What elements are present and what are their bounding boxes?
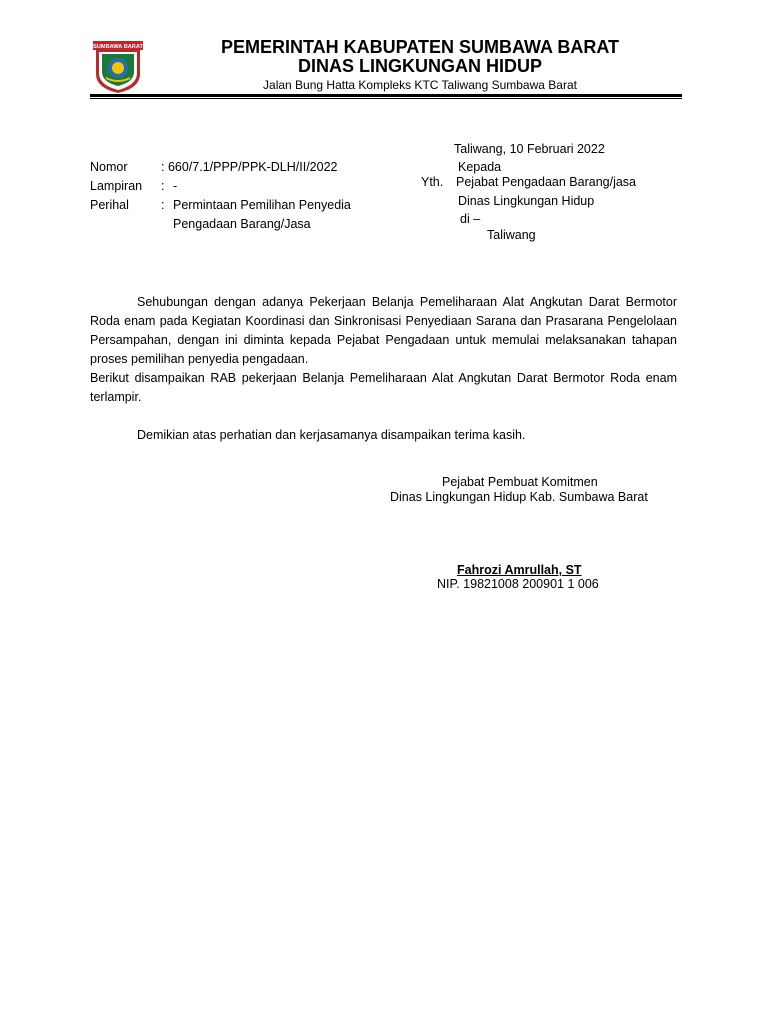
lampiran-colon: : xyxy=(161,179,165,193)
recipient-yth: Yth. xyxy=(421,175,444,189)
signatory-name: Fahrozi Amrullah, ST xyxy=(457,563,582,577)
header-rule-thick xyxy=(90,94,682,97)
logo-text: SUMBAWA BARAT xyxy=(93,44,143,50)
recipient-di: di – xyxy=(460,212,481,226)
header-rule-thin xyxy=(90,98,682,99)
lampiran-label: Lampiran xyxy=(90,179,143,193)
perihal-line1: Permintaan Pemilihan Penyedia xyxy=(173,198,351,212)
recipient-line2: Dinas Lingkungan Hidup xyxy=(458,194,595,208)
regency-logo xyxy=(92,40,144,94)
perihal-line2: Pengadaan Barang/Jasa xyxy=(173,217,311,231)
signatory-office: Dinas Lingkungan Hidup Kab. Sumbawa Barat xyxy=(390,490,648,504)
body-paragraph-1: Sehubungan dengan adanya Pekerjaan Belanja Pemeliharaan Alat Angkutan Darat Bermotor Roda enam pada Kegiatan Koordinasi dan Sinkronisasi Penyediaan Sarana dan Prasarana Pengelolaan Persampahan, dengan ini diminta kepada Pejabat Pengadaan untuk memulai melaksanakan tahapan proses pemilihan penyedia pengadaan. xyxy=(90,295,677,366)
letter-date: Taliwang, 10 Februari 2022 xyxy=(454,142,605,156)
header-government: PEMERINTAH KABUPATEN SUMBAWA BARAT xyxy=(221,37,619,57)
perihal-colon: : xyxy=(161,198,165,212)
recipient-place: Taliwang xyxy=(487,228,536,242)
signatory-nip: NIP. 19821008 200901 1 006 xyxy=(437,577,599,591)
lampiran-value: - xyxy=(173,179,178,193)
nomor-value: : 660/7.1/PPP/PPK-DLH/II/2022 xyxy=(161,160,338,174)
body-paragraph-2: Berikut disampaikan RAB pekerjaan Belanja Pemeliharaan Alat Angkutan Darat Bermotor Roda enam terlampir. xyxy=(90,371,677,404)
header-address: Jalan Bung Hatta Kompleks KTC Taliwang Sumbawa Barat xyxy=(263,78,577,92)
closing-sentence: Demikian atas perhatian dan kerjasamanya disampaikan terima kasih. xyxy=(137,428,526,442)
recipient-line1: Pejabat Pengadaan Barang/jasa xyxy=(456,175,637,189)
header-agency: DINAS LINGKUNGAN HIDUP xyxy=(297,56,542,76)
nomor-label: Nomor xyxy=(90,160,128,174)
recipient-kepada: Kepada xyxy=(458,160,502,174)
perihal-label: Perihal xyxy=(90,198,129,212)
signatory-title: Pejabat Pembuat Komitmen xyxy=(442,475,598,489)
